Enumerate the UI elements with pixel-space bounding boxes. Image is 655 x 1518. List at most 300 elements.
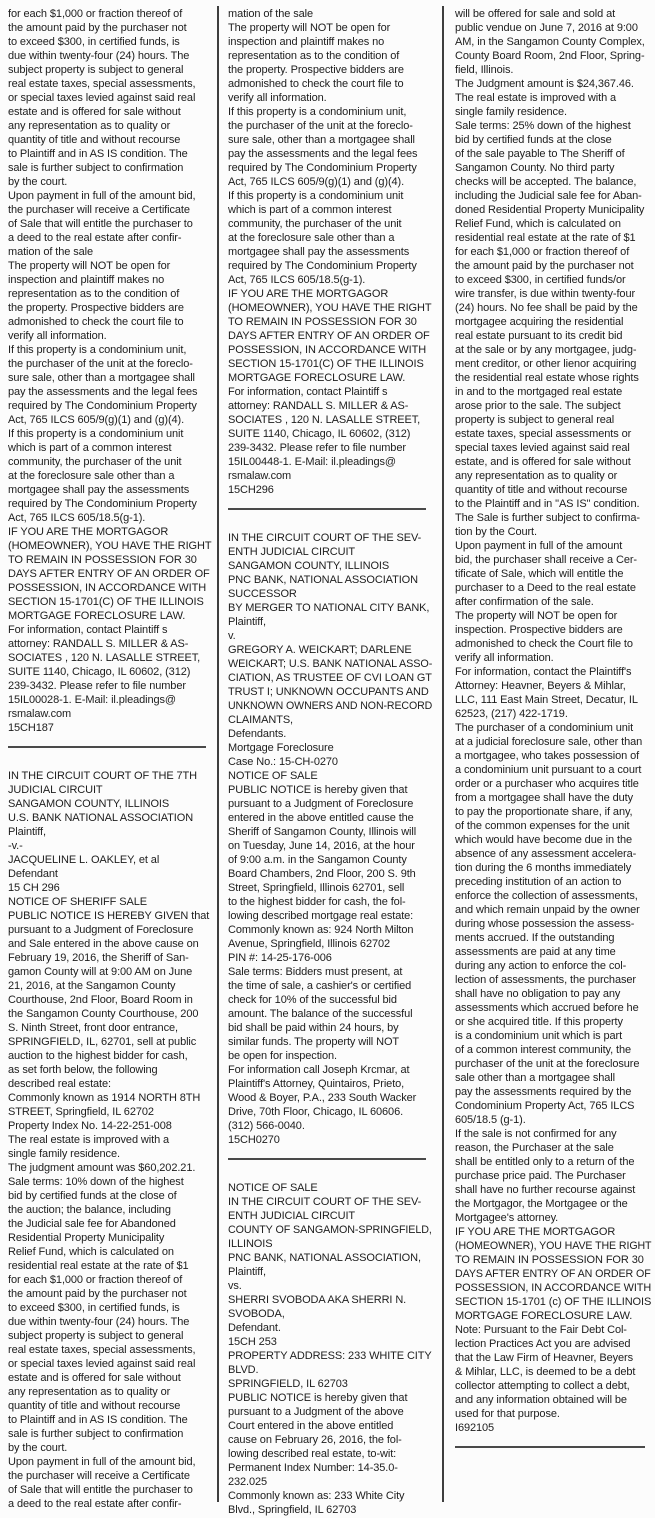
notice-line: sure sale, other than a mortgagee shall — [228, 134, 415, 146]
notice-line: sure sale, other than a mortgagee shall — [8, 372, 195, 384]
notice-line: POSSESSION, IN ACCORDANCE WITH — [455, 1282, 652, 1294]
notice-line: will be offered for sale and sold at — [455, 8, 616, 20]
notice-line: the Sangamon County Courthouse, 200 — [8, 1008, 199, 1020]
notice-line: property is subject to general real — [455, 414, 615, 426]
notice-line: Commonly known as: 233 White City — [228, 1490, 405, 1502]
notice-line: arose prior to the sale. The subject — [455, 400, 621, 412]
notice-line: For information, contact the Plaintiff's — [455, 666, 632, 678]
notice-line: The property will NOT be open for — [455, 610, 618, 622]
notice-line: at a judicial foreclosure sale, other than — [455, 736, 643, 748]
notice-line: and Sale entered in the above cause on — [8, 938, 199, 950]
notice-line: (HOMEOWNER), YOU HAVE THE RIGHT — [8, 540, 212, 552]
notice-line: DAYS AFTER ENTRY OF AN ORDER OF — [228, 330, 430, 342]
notice-line: Plaintiff's Attorney, Quintairos, Prieto, — [228, 1078, 405, 1090]
notice-line: to Plaintiff and in AS IS condition. The — [8, 1414, 188, 1426]
notice-line: SOCIATES , 120 N. LASALLE STREET, — [228, 414, 421, 426]
notice-line: shall have no obligation to pay any — [455, 988, 621, 1000]
notice-line: If this property is a condominium unit — [8, 428, 184, 440]
notice-line: cause on February 26, 2016, the fol- — [228, 1434, 402, 1446]
notice-line: the amount paid by the purchaser not — [8, 1288, 187, 1300]
notice-svoboda-15CH253 — [228, 1181, 432, 1517]
notice-line: for each $1,000 or fraction thereof of — [8, 1274, 183, 1286]
notice-line: 15 CH 296 — [8, 882, 60, 894]
notice-line: SVOBODA, — [228, 1308, 285, 1320]
notice-line: estate and is offered for sale without — [8, 1372, 181, 1384]
notice-line: mortgagee shall pay the assessments — [8, 484, 190, 496]
notice-line: PUBLIC NOTICE IS HEREBY GIVEN that — [8, 910, 210, 922]
newspaper-column-2 — [228, 7, 432, 1517]
notice-line: IN THE CIRCUIT COURT OF THE 7TH — [8, 770, 198, 782]
notice-line: any representation as to quality or — [8, 120, 171, 132]
notice-line: 232.025 — [228, 1476, 268, 1488]
notice-line: Sangamon County. No third party — [455, 162, 615, 174]
notice-line: by the court. — [8, 176, 68, 188]
notice-line: Note: Pursuant to the Fair Debt Col- — [455, 1324, 627, 1336]
notice-line: JACQUELINE L. OAKLEY, et al — [8, 854, 160, 866]
notice-line: the residential real estate whose rights — [455, 372, 639, 384]
notice-line: absence of any assessment accelera- — [455, 848, 637, 860]
notice-line: The real estate is improved with a — [455, 92, 617, 104]
notice-line: to pay the proportionate share, if any, — [455, 806, 633, 818]
notice-line: Plaintiff, — [8, 826, 46, 838]
notice-line: special taxes levied against said real — [455, 442, 630, 454]
notice-line: IN THE CIRCUIT COURT OF THE SEV- — [228, 1196, 422, 1208]
notice-line: single family residence. — [455, 106, 567, 118]
notice-line: which is part of a common interest — [8, 442, 172, 454]
notice-line: required by The Condominium Property — [8, 400, 197, 412]
notice-line: reason, the Purchaser at the sale — [455, 1142, 614, 1154]
notice-line: residential real estate at the rate of $1 — [8, 1260, 189, 1272]
notice-line: due within twenty-four (24) hours. The — [8, 50, 190, 62]
notice-line: v. — [228, 630, 236, 642]
notice-line: Case No.: 15-CH-0270 — [228, 756, 338, 768]
notice-line: For information, contact Plaintiff s — [228, 386, 388, 398]
notice-line: entered in the above entitled cause the — [228, 812, 414, 824]
notice-line: Upon payment in full of the amount — [455, 540, 623, 552]
notice-line: SANGAMON COUNTY, ILLINOIS — [8, 798, 170, 810]
notice-line: Court entered in the above entitled — [228, 1420, 394, 1432]
notice-line: -v.- — [8, 840, 23, 852]
notice-line: Relief Fund, which is calculated on — [455, 218, 621, 230]
notice-line: inspection and plaintiff makes no — [8, 274, 165, 286]
notice-line: field, Illinois. — [455, 64, 514, 76]
notice-line: LLC, 111 East Main Street, Decatur, IL — [455, 694, 638, 706]
notice-line: to the highest bidder for cash, the fol- — [228, 896, 406, 908]
notice-line: for each $1,000 or fraction thereof of — [8, 8, 183, 20]
notice-line: real estate taxes, special assessments, — [8, 1344, 196, 1356]
notice-line: 15CH0270 — [228, 1134, 280, 1146]
notice-line: Attorney: Heavner, Beyers & Mihlar, — [455, 680, 626, 692]
notice-line: collector attempting to collect a debt, — [455, 1380, 630, 1392]
newspaper-column-3 — [455, 7, 651, 1469]
notice-line: Defendant. — [228, 1322, 281, 1334]
notice-line: 21, 2016, at the Sangamon County — [8, 980, 176, 992]
notice-line: any representation as to quality or — [455, 470, 618, 482]
notice-line: I692105 — [455, 1422, 495, 1434]
notice-line: sale other than a mortgagee shall — [455, 1072, 615, 1084]
notice-line: on Tuesday, June 14, 2016, at the hour — [228, 840, 415, 852]
notice-line: NOTICE OF SHERIFF SALE — [8, 896, 147, 908]
notice-line: Sale terms: Bidders must present, at — [228, 966, 403, 978]
notice-line: sale is further subject to confirmation — [8, 162, 184, 174]
notice-line: or she acquired title. If this property — [455, 1016, 623, 1028]
notice-line: after confirmation of the sale. — [455, 596, 594, 608]
notice-line: community, the purchaser of the unit — [8, 456, 182, 468]
notice-line: verify all information. — [228, 92, 327, 104]
notice-line: The property will NOT be open for — [228, 22, 391, 34]
notice-line: Property Index No. 14-22-251-008 — [8, 1120, 172, 1132]
notice-line: (HOMEOWNER), YOU HAVE THE RIGHT — [455, 1240, 652, 1252]
notice-line: The real estate is improved with a — [8, 1134, 170, 1146]
notice-line: to Plaintiff and in AS IS condition. The — [8, 148, 188, 160]
notice-line: estate, and is offered for sale without — [455, 456, 631, 468]
notice-line: lowing described real estate, to-wit: — [228, 1448, 397, 1460]
notice-line: subject property is subject to general — [8, 1330, 184, 1342]
notice-line: PIN #: 14-25-176-006 — [228, 952, 332, 964]
notice-line: a condominium unit pursuant to a court — [455, 764, 642, 776]
notice-line: SUCCESSOR — [228, 588, 297, 600]
notice-line: 15CH187 — [8, 722, 54, 734]
notice-line: of 9:00 a.m. in the Sangamon County — [228, 854, 407, 866]
notice-line: POSSESSION, IN ACCORDANCE WITH — [8, 582, 207, 594]
notice-line: The purchaser of a condominium unit — [455, 722, 634, 734]
notice-line: Sheriff of Sangamon County, Illinois will — [228, 826, 417, 838]
notice-line: Permanent Index Number: 14-35.0- — [228, 1462, 398, 1474]
notice-line: during whose possession the assess- — [455, 918, 635, 930]
notice-line: quantity of title and without recourse — [455, 484, 628, 496]
notice-line: Courthouse, 2nd Floor, Board Room in — [8, 994, 193, 1006]
notice-line: Act, 765 ILCS 605/18.5(g-1). — [8, 512, 146, 524]
notice-line: including the Judicial sale fee for Aban- — [455, 190, 642, 202]
notice-line: purchaser of the unit at the foreclosure — [455, 1058, 640, 1070]
notice-line: If the sale is not confirmed for any — [455, 1128, 617, 1140]
notice-line: the amount paid by the purchaser not — [8, 22, 187, 34]
notice-line: estate and is offered for sale without — [8, 106, 181, 118]
notice-line: IF YOU ARE THE MORTGAGOR — [8, 526, 169, 538]
notice-line: PROPERTY ADDRESS: 233 WHITE CITY — [228, 1350, 432, 1362]
notice-line: the amount paid by the purchaser not — [455, 260, 634, 272]
notice-line: Condominium Property Act, 765 ILCS — [455, 1100, 635, 1112]
notice-line: Blvd., Springfield, IL 62703 — [228, 1504, 357, 1516]
notice-line: is a condominium unit which is part — [455, 1030, 623, 1042]
notice-line: of Sale that will entitle the purchaser to — [8, 1484, 193, 1496]
notice-line: If this property is a condominium unit, — [228, 106, 407, 118]
section-divider-rule — [8, 746, 206, 748]
notice-line: be open for inspection. — [228, 1050, 338, 1062]
notice-line: to exceed $300, in certified funds, is — [8, 1302, 180, 1314]
notice-line: rsmalaw.com — [228, 470, 292, 482]
notice-line: used for that purpose. — [455, 1408, 560, 1420]
notice-line: STREET, Springfield, IL 62702 — [8, 1106, 154, 1118]
notice-line: subject property is subject to general — [8, 64, 184, 76]
notice-line: to exceed $300, in certified funds, is — [8, 36, 180, 48]
notice-line: or special taxes levied against said real — [8, 1358, 196, 1370]
notice-line: TO REMAIN IN POSSESSION FOR 30 — [455, 1254, 644, 1266]
notice-line: Sale terms: 25% down of the highest — [455, 120, 631, 132]
notice-line: IF YOU ARE THE MORTGAGOR — [455, 1226, 616, 1238]
notice-line: Sale terms: 10% down of the highest — [8, 1176, 184, 1188]
notice-line: U.S. BANK NATIONAL ASSOCIATION — [8, 812, 194, 824]
notice-line: 15CH 253 — [228, 1336, 277, 1348]
notice-line: quantity of title and without recourse — [8, 134, 181, 146]
notice-line: during any action to enforce the col- — [455, 960, 627, 972]
notice-line: order or a purchaser who acquires title — [455, 778, 639, 790]
notice-line: County Board Room, 2nd Floor, Spring- — [455, 50, 645, 62]
notice-line: IF YOU ARE THE MORTGAGOR — [228, 288, 389, 300]
notice-line: vs. — [228, 1280, 242, 1292]
notice-line: CIATION, AS TRUSTEE OF CVI LOAN GT — [228, 672, 432, 684]
notice-line: estate taxes, special assessments or — [455, 428, 632, 440]
notice-line: check for 10% of the successful bid — [228, 994, 397, 1006]
notice-line: WEICKART; U.S. BANK NATIONAL ASSO- — [228, 658, 433, 670]
notice-line: The judgment amount was $60,202.21. — [8, 1162, 196, 1174]
notice-line: in and to the mortgaged real estate — [455, 386, 623, 398]
notice-line: checks will be accepted. The balance, — [455, 176, 637, 188]
notice-line: pursuant to a Judgment of Foreclosure — [228, 798, 414, 810]
notice-line: shall be entitled only to a return of the — [455, 1156, 635, 1168]
notice-line: Commonly known as: 924 North Milton — [228, 924, 414, 936]
notice-line: gamon County will at 9:00 AM on June — [8, 966, 193, 978]
notice-line: Plaintiff, — [228, 616, 266, 628]
notice-line: TO REMAIN IN POSSESSION FOR 30 — [228, 316, 417, 328]
section-divider-rule — [228, 1158, 426, 1160]
notice-line: CLAIMANTS, — [228, 714, 294, 726]
notice-line: tificate of Sale, which will entitle the — [455, 568, 624, 580]
notice-line: rsmalaw.com — [8, 708, 72, 720]
notice-line: Wood & Boyer, P.A., 233 South Wacker — [228, 1092, 417, 1104]
notice-line: SECTION 15-1701 (c) OF THE ILLINOIS — [455, 1296, 652, 1308]
notice-line: a deed to the real estate after confir- — [8, 1498, 182, 1510]
notice-line: any representation as to quality or — [8, 1386, 171, 1398]
notice-line: Defendant — [8, 868, 58, 880]
notice-line: admonished to check the court file to — [228, 78, 404, 90]
notice-line: S. Ninth Street, front door entrance, — [8, 1022, 178, 1034]
notice-line: pay the assessments required by the — [455, 1086, 632, 1098]
notice-line: bid by certified funds at the close of — [8, 1190, 177, 1202]
notice-line: bid, the purchaser shall receive a Cer- — [455, 554, 637, 566]
notice-line: lection of assessments, the purchaser — [455, 974, 636, 986]
notice-line: lowing described mortgage real estate: — [228, 910, 414, 922]
notice-line: February 19, 2016, the Sheriff of San- — [8, 952, 189, 964]
notice-line: admonished to check the court file to — [8, 316, 184, 328]
notice-line: PNC BANK, NATIONAL ASSOCIATION, — [228, 1252, 421, 1264]
notice-line: the purchaser will receive a Certificate — [8, 1470, 190, 1482]
notice-weickart-15CH0270 — [228, 531, 432, 1147]
notice-line: assessments which accrued before he — [455, 1002, 639, 1014]
notice-line: and any information obtained will be — [455, 1394, 627, 1406]
notice-line: 605/18.5 (g-1). — [455, 1114, 526, 1126]
notice-line: inspection and plaintiff makes no — [228, 36, 385, 48]
notice-line: a deed to the real estate after confir- — [8, 232, 182, 244]
notice-line: Upon payment in full of the amount bid, — [8, 190, 196, 202]
notice-line: Upon payment in full of the amount bid, — [8, 1456, 196, 1468]
notice-line: Board Chambers, 2nd Floor, 200 S. 9th — [228, 868, 416, 880]
notice-line: which is part of a common interest — [228, 204, 392, 216]
notice-line: If this property is a condominium unit, — [8, 344, 187, 356]
notice-line: required by The Condominium Property — [228, 162, 417, 174]
notice-line: community, the purchaser of the unit — [228, 218, 402, 230]
notice-line: required by The Condominium Property — [8, 498, 197, 510]
notice-line: SPRINGFIELD, IL, 62701, sell at public — [8, 1036, 197, 1048]
notice-line: by the court. — [8, 1442, 68, 1454]
notice-line: 15CH296 — [228, 484, 274, 496]
section-divider-rule — [455, 1446, 645, 1448]
notice-line: MORTGAGE FORECLOSURE LAW. — [228, 372, 406, 384]
notice-line: required by The Condominium Property — [228, 260, 417, 272]
notice-line: admonished to check the Court file to — [455, 638, 633, 650]
notice-line: NOTICE OF SALE — [228, 770, 318, 782]
notice-line: doned Residential Property Municipality — [455, 204, 645, 216]
newspaper-column-1 — [8, 7, 212, 1511]
notice-line: SECTION 15-1701(C) OF THE ILLINOIS — [8, 596, 204, 608]
notice-line: the purchaser will receive a Certificate — [8, 204, 190, 216]
notice-line: purchase price paid. The Purchaser — [455, 1170, 626, 1182]
notice-line: DAYS AFTER ENTRY OF AN ORDER OF — [8, 568, 210, 580]
notice-line: sale is further subject to confirmation — [8, 1428, 184, 1440]
column-divider-right — [442, 6, 444, 1502]
notice-line: JUDICIAL CIRCUIT — [8, 784, 103, 796]
notice-line: tion during the 6 months immediately — [455, 862, 632, 874]
notice-line: If this property is a condominium unit — [228, 190, 404, 202]
notice-line: (HOMEOWNER), YOU HAVE THE RIGHT — [228, 302, 432, 314]
notice-line: mation of the sale — [228, 8, 314, 20]
notice-line: SHERRI SVOBODA AKA SHERRI N. — [228, 1294, 407, 1306]
notice-line: shall have no further recourse against — [455, 1184, 636, 1196]
notice-line: Commonly known as 1914 NORTH 8TH — [8, 1092, 201, 1104]
notice-line: PUBLIC NOTICE is hereby given that — [228, 1392, 408, 1404]
notice-line: For information, contact Plaintiff s — [8, 624, 168, 636]
notice-line: due within twenty-four (24) hours. The — [8, 1316, 190, 1328]
notice-line: mation of the sale — [8, 246, 94, 258]
notice-line: 239-3432. Please refer to file number — [228, 442, 406, 454]
notice-line: quantity of title and without recourse — [8, 1400, 181, 1412]
notice-line: the purchaser of the unit at the foreclo- — [8, 358, 193, 370]
notice-line: pay the assessments and the legal fees — [8, 386, 198, 398]
notice-line: verify all information. — [8, 330, 107, 342]
notice-line: bid by certified funds at the close — [455, 134, 612, 146]
notice-line: TRUST I; UNKNOWN OCCUPANTS AND — [228, 686, 429, 698]
notice-line: Avenue, Springfield, Illinois 62702 — [228, 938, 391, 950]
notice-line: attorney: RANDALL S. MILLER & AS- — [228, 400, 409, 412]
notice-line: Plaintiff, — [228, 1266, 266, 1278]
notice-line: SPRINGFIELD, IL 62703 — [228, 1378, 348, 1390]
notice-line: GREGORY A. WEICKART; DARLENE — [228, 644, 412, 656]
notice-line: NOTICE OF SALE — [228, 1182, 318, 1194]
notice-line: representation as to the condition of — [228, 50, 400, 62]
notice-line: representation as to the condition of — [8, 288, 180, 300]
notice-line: as set forth below, the following — [8, 1064, 158, 1076]
notice-line: Act, 765 ILCS 605/18.5(g-1). — [228, 274, 366, 286]
notice-line: Drive, 70th Floor, Chicago, IL 60606. — [228, 1106, 404, 1118]
notice-line: at the foreclosure sale other than a — [228, 232, 395, 244]
notice-line: pursuant to a Judgment of Foreclosure — [8, 924, 194, 936]
notice-line: SUITE 1140, Chicago, IL 60602, (312) — [228, 428, 411, 440]
notice-line: to exceed $300, in certified funds/or — [455, 274, 626, 286]
notice-line: TO REMAIN IN POSSESSION FOR 30 — [8, 554, 197, 566]
notice-line: mortgagee shall pay the assessments — [228, 246, 410, 258]
notice-line: AM, in the Sangamon County Complex, — [455, 36, 645, 48]
notice-line: SUITE 1140, Chicago, IL 60602, (312) — [8, 666, 191, 678]
notice-line: Mortgage Foreclosure — [228, 742, 334, 754]
section-divider-rule — [228, 508, 426, 510]
notice-line: the auction; the balance, including — [8, 1204, 171, 1216]
notice-line: public vendue on June 7, 2016 at 9:00 — [455, 22, 638, 34]
notice-line: IN THE CIRCUIT COURT OF THE SEV- — [228, 532, 422, 544]
notice-line: the Mortgagor, the Mortgagee or the — [455, 1198, 628, 1210]
notice-line: the time of sale, a cashier's or certified — [228, 980, 412, 992]
notice-line: 15IL00028-1. E-Mail: il.pleadings@ — [8, 694, 176, 706]
notice-line: of the sale payable to The Sheriff of — [455, 148, 625, 160]
notice-line: inspection. Prospective bidders are — [455, 624, 623, 636]
notice-line: ments accrued. If the outstanding — [455, 932, 615, 944]
notice-line: 239-3432. Please refer to file number — [8, 680, 186, 692]
notice-line: preceding institution of an action to — [455, 876, 622, 888]
notice-line: PNC BANK, NATIONAL ASSOCIATION — [228, 574, 418, 586]
notice-line: BY MERGER TO NATIONAL CITY BANK, — [228, 602, 430, 614]
notice-line: described real estate: — [8, 1078, 111, 1090]
notice-line: (312) 566-0040. — [228, 1120, 305, 1132]
notice-line: that the Law Firm of Heavner, Beyers — [455, 1352, 633, 1364]
notice-line: The Judgment amount is $24,367.46. — [455, 78, 634, 90]
notice-line: or special taxes levied against said real — [8, 92, 196, 104]
notice-line: COUNTY OF SANGAMON-SPRINGFIELD, — [228, 1224, 432, 1236]
notice-line: purchaser to a Deed to the real estate — [455, 582, 636, 594]
notice-line: DAYS AFTER ENTRY OF AN ORDER OF — [455, 1268, 651, 1280]
notice-line: assessments are paid at any time — [455, 946, 616, 958]
notice-15CH296-continuation — [228, 7, 432, 497]
notice-line: MORTGAGE FORECLOSURE LAW. — [455, 1310, 633, 1322]
notice-line: tion by the Court. — [455, 526, 537, 538]
notice-line: similar funds. The property will NOT — [228, 1036, 400, 1048]
notice-line: the property. Prospective bidders are — [228, 64, 404, 76]
notice-line: of Sale that will entitle the purchaser to — [8, 218, 193, 230]
notice-line: the purchaser of the unit at the foreclo- — [228, 120, 413, 132]
notice-line: lection Practices Act you are advised — [455, 1338, 631, 1350]
notice-line: ILLINOIS — [228, 1238, 273, 1250]
notice-line: of the common expenses for the unit — [455, 820, 630, 832]
notice-line: 62523, (217) 422-1719. — [455, 708, 568, 720]
notice-oakley-15CH296 — [8, 769, 212, 1511]
notice-line: SANGAMON COUNTY, ILLINOIS — [228, 560, 390, 572]
notice-line: 15IL00448-1. E-Mail: il.pleadings@ — [228, 456, 396, 468]
notice-line: a mortgagee, who takes possession of — [455, 750, 640, 762]
notice-line: real estate taxes, special assessments, — [8, 78, 196, 90]
notice-line: to the Plaintiff and in "AS IS" condition. — [455, 498, 640, 510]
notice-line: the property. Prospective bidders are — [8, 302, 184, 314]
notice-line: & Mihlar, LLC, is deemed to be a debt — [455, 1366, 636, 1378]
notice-line: the Judicial sale fee for Abandoned — [8, 1218, 176, 1230]
notice-line: Street, Springfield, Illinois 62701, sell — [228, 882, 405, 894]
notice-line: of a common interest community, the — [455, 1044, 632, 1056]
notice-line: POSSESSION, IN ACCORDANCE WITH — [228, 344, 427, 356]
notice-line: bid shall be paid within 24 hours, by — [228, 1022, 399, 1034]
notice-line: The Sale is further subject to confirma- — [455, 512, 640, 524]
notice-line: For information call Joseph Krcmar, at — [228, 1064, 410, 1076]
notice-line: Act, 765 ILCS 605/9(g)(1) and (g)(4). — [228, 176, 405, 188]
notice-line: verify all information. — [455, 652, 554, 664]
notice-line: and which remain unpaid by the owner — [455, 904, 640, 916]
notice-line: attorney: RANDALL S. MILLER & AS- — [8, 638, 189, 650]
notice-line: Relief Fund, which is calculated on — [8, 1246, 174, 1258]
notice-line: real estate pursuant to its credit bid — [455, 330, 623, 342]
notice-line: residential real estate at the rate of $1 — [455, 232, 636, 244]
notice-line: wire transfer, is due within twenty-four — [455, 288, 636, 300]
notice-line: at the foreclosure sale other than a — [8, 470, 175, 482]
notice-line: from a mortgagee shall have the duty — [455, 792, 634, 804]
notice-line: single family residence. — [8, 1148, 120, 1160]
notice-line: UNKNOWN OWNERS AND NON-RECORD — [228, 700, 433, 712]
notice-line: SECTION 15-1701(C) OF THE ILLINOIS — [228, 358, 424, 370]
